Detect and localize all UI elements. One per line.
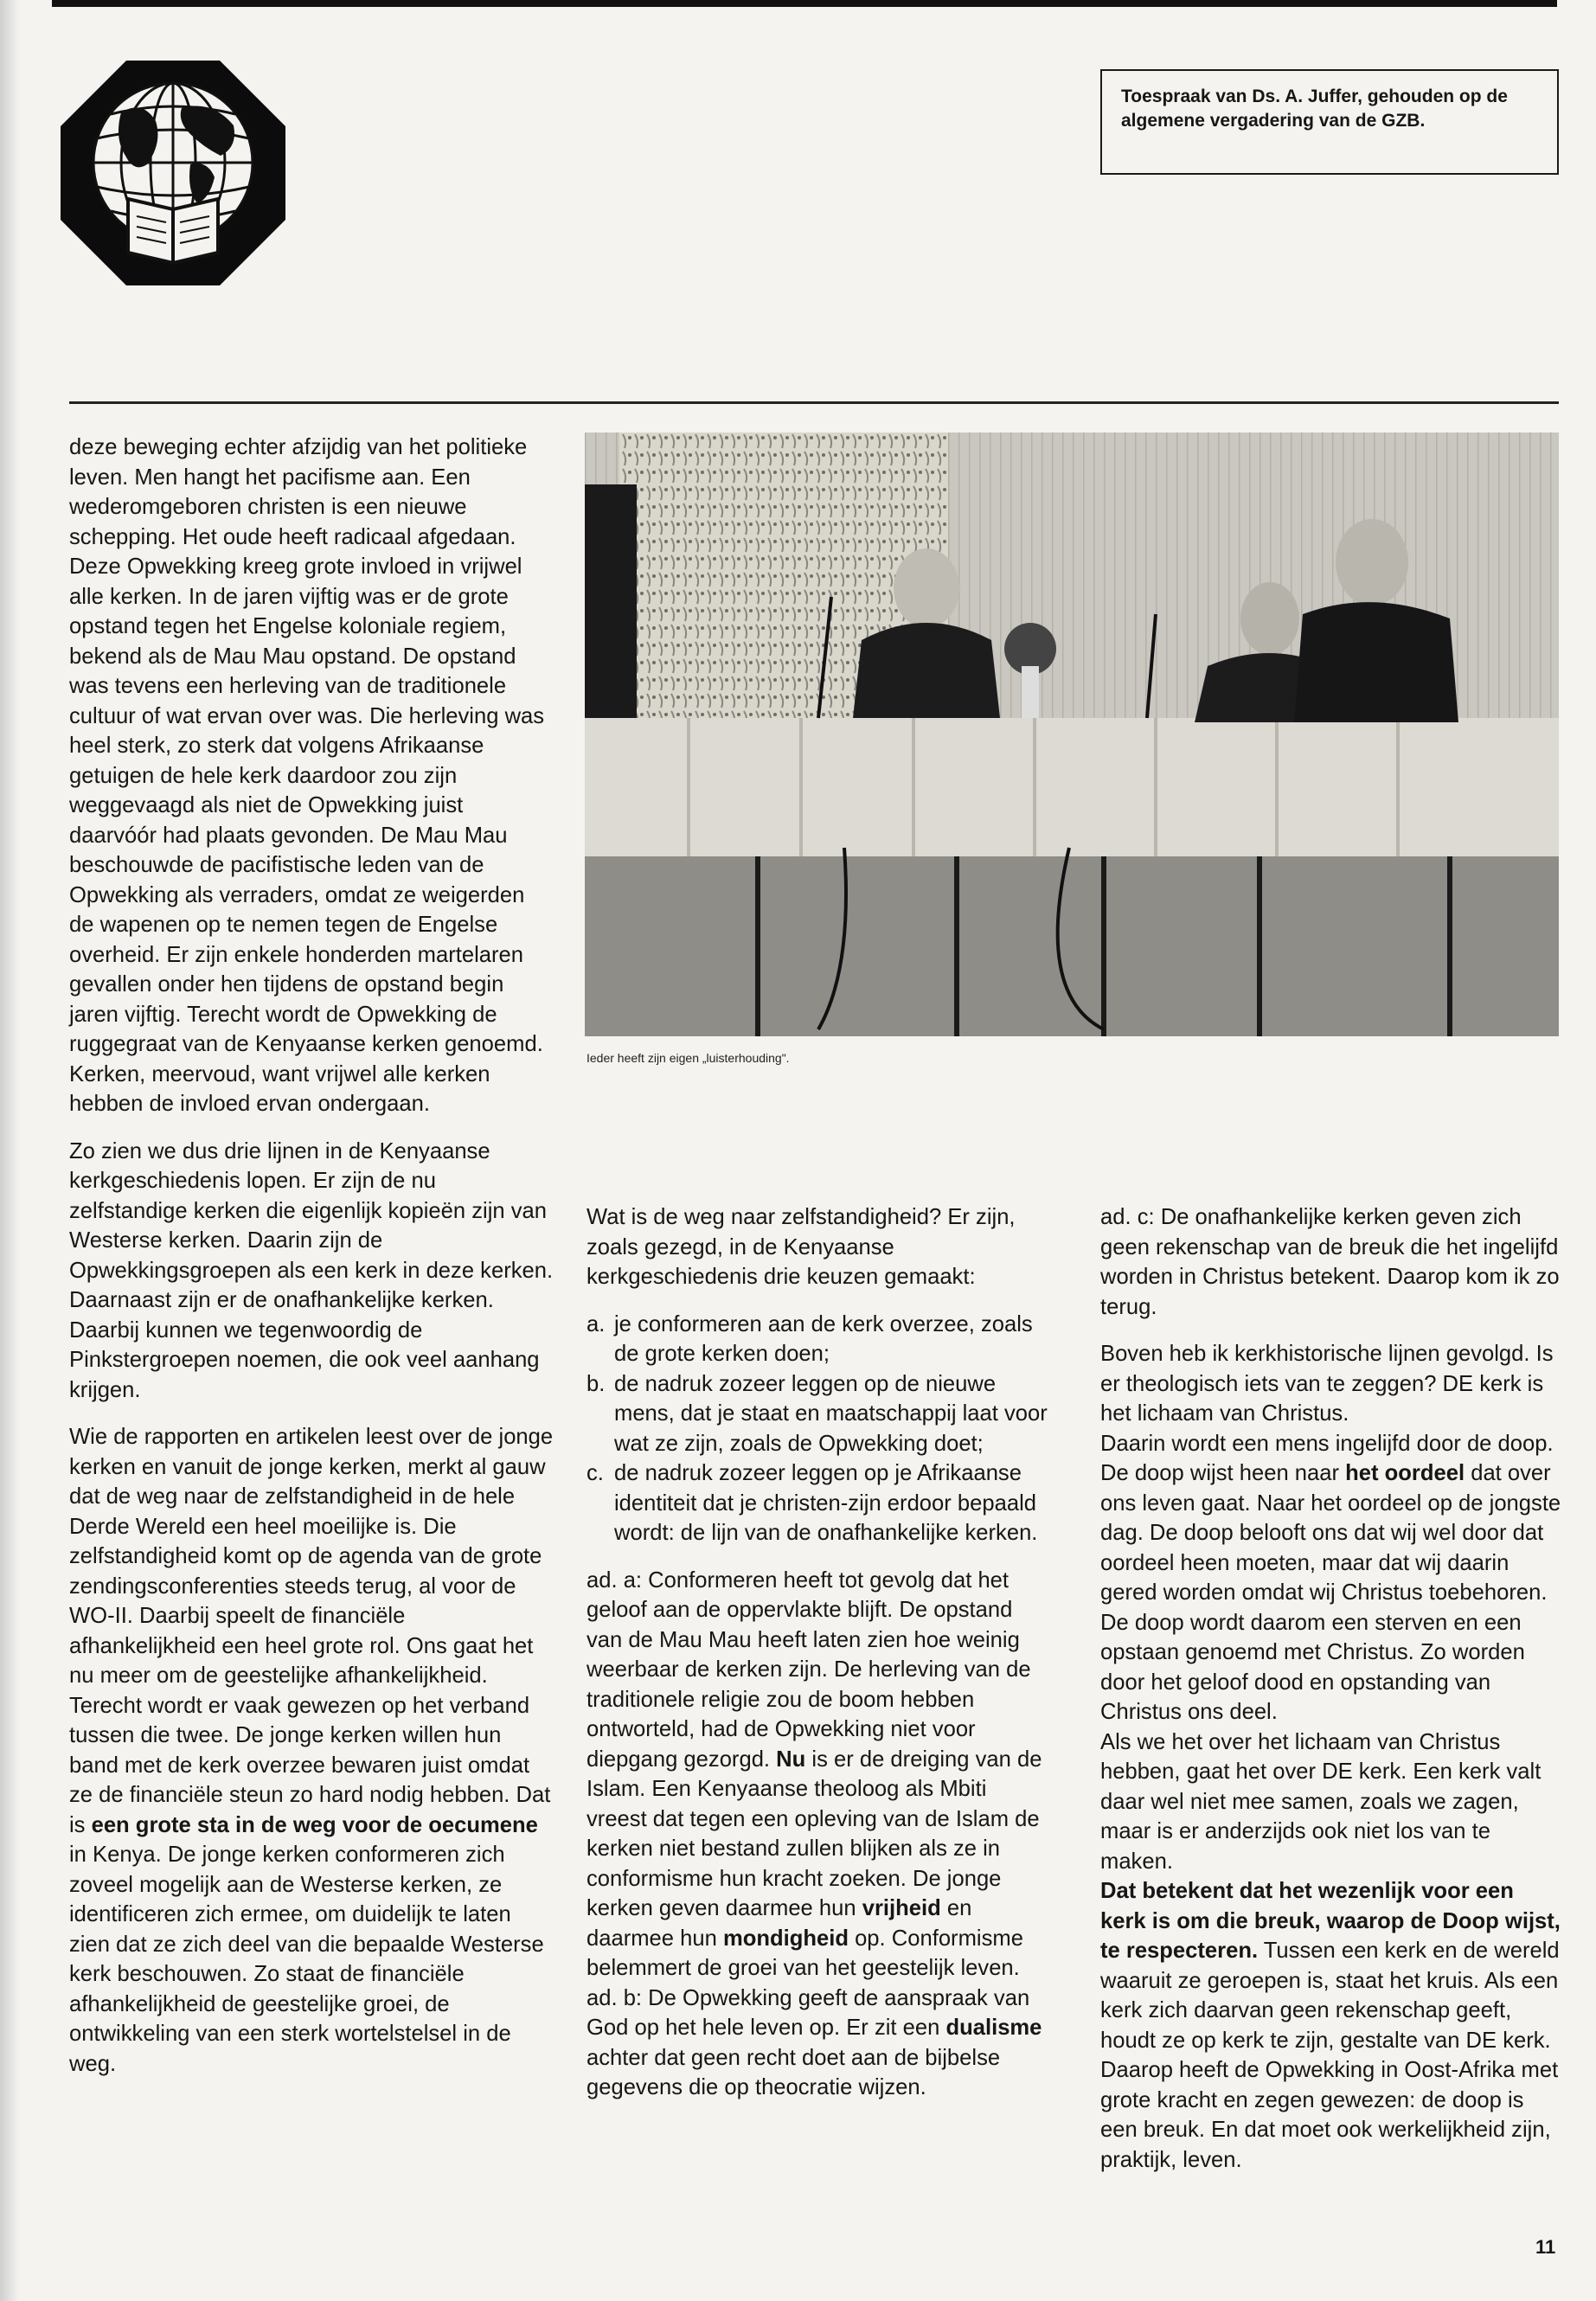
article-caption-box bbox=[1100, 69, 1559, 175]
paragraph: ad. c: De onafhankelijke kerken geven zich geen rekenschap van de breuk die het ingelijfd worden in Christus betekent. Daarop kom ik zo terug. bbox=[1100, 1205, 1560, 1319]
article-caption-text: Toespraak van Ds. A. Juffer, gehouden op de algemene vergadering van de GZB. bbox=[1121, 87, 1508, 131]
paragraph: deze beweging echter afzijdig van het politieke leven. Men hangt het pacifisme aan. Een wederomgeboren christen is een nieuwe schepping. Het oude heeft radicaal afgedaan. bbox=[69, 435, 528, 549]
paragraph: Wat is de weg naar zelfstandigheid? Er zijn, zoals gezegd, in de Kenyaanse kerkgeschiedenis drie keuzen gemaakt: bbox=[586, 1205, 1016, 1289]
top-rule bbox=[52, 0, 1557, 7]
list-item: a. je conformeren aan de kerk overzee, zoals de grote kerken doen; bbox=[586, 1311, 1033, 1366]
photo-caption: Ieder heeft zijn eigen „luisterhouding". bbox=[586, 1051, 790, 1065]
paragraph: Boven heb ik kerkhistorische lijnen gevolgd. Is er theologisch iets van te zeggen? DE kerk is het lichaam van Christus. bbox=[1100, 1342, 1554, 1426]
text-column-2 bbox=[586, 1202, 1049, 2120]
text-column-1 bbox=[69, 433, 554, 2096]
globe-book-logo-icon bbox=[61, 61, 285, 285]
page-edge-shadow bbox=[0, 0, 19, 2301]
paragraph: ad. b: De Opwekking geeft de aanspraak van God op het hele leven op. Er zit een dualisme achter dat geen recht doet aan de bijbelse gegevens die op theocratie wijzen. bbox=[586, 1985, 1042, 2099]
paragraph: Deze Opwekking kreeg grote invloed in vrijwel alle kerken. In de jaren vijftig was er de grote opstand tegen het Engelse koloniale regiem, bekend als de Mau Mau opstand. De opstand was tevens een herleving van de traditionele cultuur of wat ervan over was. Die herleving was heel sterk, zo sterk dat volgens Afrikaanse getuigen de hele kerk daardoor zou zijn weggevaagd als niet de Opwekking juist daarvóór had plaats gevonden. De Mau Mau beschouwde de pacifistische leden van de Opwekking als verraders, omdat ze weigerden de wapenen op te nemen tegen de Engelse overheid. Er zijn enkele honderden martelaren gevallen onder hen tijdens de opstand begin jaren vijftig. Terecht wordt de Opwekking de ruggegraat van de Kenyaanse kerken genoemd. Kerken, meervoud, want vrijwel alle kerken hebben de invloed ervan ondergaan. bbox=[69, 554, 545, 1116]
meeting-photo bbox=[585, 433, 1559, 1036]
section-rule bbox=[69, 401, 1559, 404]
paragraph: Wie de rapporten en artikelen leest over de jonge kerken en vanuit de jonge kerken, merkt al gauw dat de weg naar de zelfstandigheid in de hele Derde Wereld een heel moeilijke is. Die zelfstandigheid komt op de agenda van de grote zendingsconferenties steeds terug, al voor de WO-II. Daarbij speelt de financiële afhankelijkheid een heel grote rol. Ons gaat het nu meer om de geestelijke afhankelijkheid. bbox=[69, 1425, 554, 1688]
paragraph: Terecht wordt er vaak gewezen op het verband tussen die twee. De jonge kerken willen hun band met de kerk overzee bewaren juist omdat ze de financiële steun zo hard nodig hebben. Dat is een grote sta in de weg voor de oecumene in Kenya. De jonge kerken conformeren zich zoveel mogelijk aan de Westerse kerken, ze identificeren zich ermee, om duidelijk te laten zien dat ze zich deel van die bepaalde Westerse kerk beschouwen. Zo staat de financiële afhankelijkheid de geestelijke groei, de ontwikkeling van een sterk wortelstelsel in de weg. bbox=[69, 1693, 551, 2076]
list-item: c. de nadruk zozeer leggen op je Afrikaanse identiteit dat je christen-zijn erdoor bepaald wordt: de lijn van de onafhankelijke kerken. bbox=[586, 1461, 1038, 1545]
text-column-3 bbox=[1100, 1202, 1563, 2192]
paragraph: ad. a: Conformeren heeft tot gevolg dat het geloof aan de oppervlakte blijft. De opstand van de Mau Mau heeft laten zien hoe weinig weerbaar de kerken zijn. De herleving van de traditionele religie zou de boom hebben ontworteld, had de Opwekking niet voor diepgang gezorgd. Nu is er de dreiging van de Islam. Een Kenyaanse theoloog als Mbiti vreest dat tegen een opleving van de Islam de kerken niet bestand zullen blijken als ze in conformisme hun kracht zoeken. De jonge kerken geven daarmee hun vrijheid en daarmee hun mondigheid op. Conformisme belemmert de groei van het geestelijk leven. bbox=[586, 1567, 1042, 1980]
list-item: b. de nadruk zozeer leggen op de nieuwe mens, dat je staat en maatschappij laat voor wat ze zijn, zoals de Opwekking doet; bbox=[586, 1371, 1048, 1456]
choices-list bbox=[586, 1310, 1049, 1548]
paragraph: Zo zien we dus drie lijnen in de Kenyaanse kerkgeschiedenis lopen. Er zijn de nu zelfstandige kerken die eigenlijk kopieën zijn van Westerse kerken. Daarin zijn de Opwekkingsgroepen als een kerk in deze kerken. Daarnaast zijn er de onafhankelijke kerken. Daarbij kunnen we tegenwoordig de Pinkstergroepen noemen, die ook veel aanhang krijgen. bbox=[69, 1138, 554, 1402]
paragraph: Als we het over het lichaam van Christus hebben, gaat het over DE kerk. Een kerk valt daar wel niet mee samen, zoals we zagen, maar is er anderzijds ook niet los van te maken. bbox=[1100, 1729, 1542, 1874]
paragraph: Dat betekent dat het wezenlijk voor een kerk is om die breuk, waarop de Doop wijst, te respecteren. Tussen een kerk en de wereld waaruit ze geroepen is, staat het kruis. Als een kerk zich daarvan geen rekenschap geeft, houdt ze op kerk te zijn, gestalte van DE kerk. Daarop heeft de Opwekking in Oost-Afrika met grote kracht en zegen gewezen: de doop is een breuk. En dat moet ook werkelijkheid zijn, praktijk, leven. bbox=[1100, 1879, 1561, 2172]
paragraph: Daarin wordt een mens ingelijfd door de doop. De doop wijst heen naar het oordeel dat over ons leven gaat. Naar het oordeel op de jongste dag. De doop belooft ons dat wij wel door dat oordeel heen moeten, maar dat wij daarin gered worden omdat wij Christus toebehoren. De doop wordt daarom een sterven en een opstaan genoemd met Christus. Zo worden door het geloof dood en opstanding van Christus ons deel. bbox=[1100, 1431, 1561, 1724]
page-number: 11 bbox=[1535, 2236, 1556, 2258]
